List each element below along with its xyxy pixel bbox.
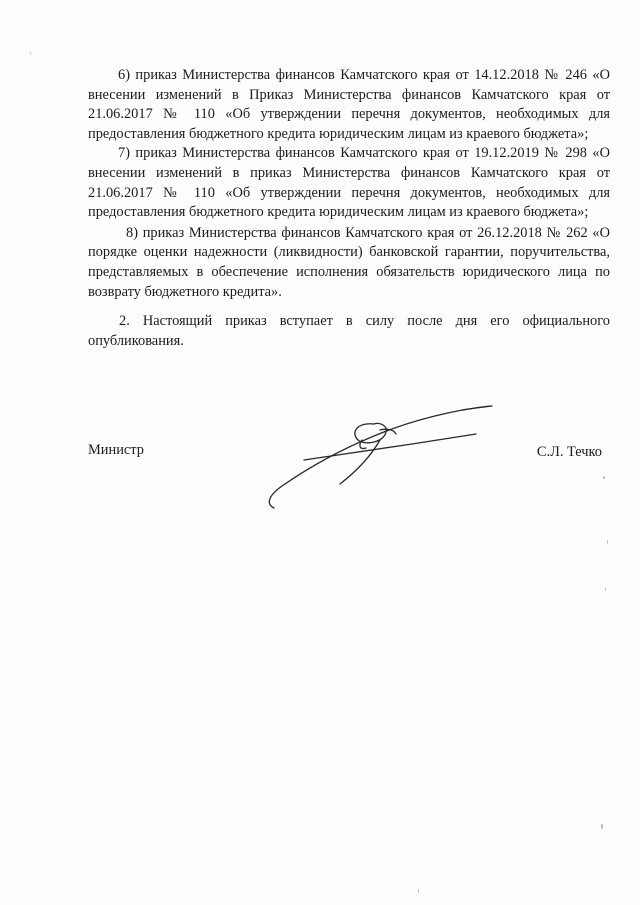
scan-artifact — [605, 588, 606, 591]
list-item-7: 7) приказ Министерства финансов Камчатского края от 19.12.2019 № 298 «О внесении изменений в приказ Министерства финансов Камчатского края от 21.06.2017 № 110 «Об утверждении перечня документов, необходимых для предоставления бюджетного кредита юридическим лицам из краевого бюджета»; — [88, 145, 610, 221]
list-item-6: 6) приказ Министерства финансов Камчатского края от 14.12.2018 № 246 «О внесении изменений в Приказ Министерства финансов Камчатского края от 21.06.2017 № 110 «Об утверждении перечня документов, необходимых для предоставления бюджетного кредита юридическим лицам из краевого бюджета»; — [88, 67, 610, 142]
handwritten-signature — [262, 400, 502, 520]
document-body — [88, 66, 610, 351]
scan-artifact — [30, 52, 31, 54]
scan-artifact — [603, 476, 605, 479]
scan-artifact — [418, 889, 419, 893]
list-item-8: 8) приказ Министерства финансов Камчатского края от 26.12.2018 № 262 «О порядке оценки надежности (ликвидности) банковской гарантии, поручительства, представляемых в обеспечение исполнения обязательств юридического лица по возврату бюджетного кредита». — [88, 224, 610, 300]
scan-artifact — [601, 824, 603, 829]
signer-title: Министр — [88, 442, 144, 458]
scan-artifact — [607, 540, 608, 544]
signer-name: С.Л. Течко — [536, 444, 602, 460]
clause-2: 2. Настоящий приказ вступает в силу после дня его официального опубликования. — [88, 313, 610, 349]
